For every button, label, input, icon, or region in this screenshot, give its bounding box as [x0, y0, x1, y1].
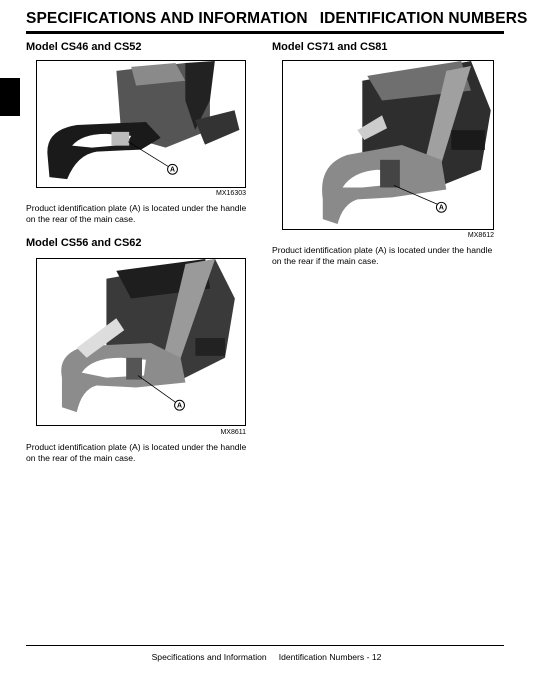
identification-plate — [111, 132, 129, 146]
figure-caption: Product identification plate (A) is located under the handle on the rear of the main case. — [26, 442, 247, 463]
figure-id: MX8611 — [220, 429, 246, 436]
footer-separator: - — [366, 652, 370, 662]
figure-caption: Product identification plate (A) is located under the handle on the rear of the main case. — [26, 203, 247, 224]
footer-title: Identification Numbers — [278, 652, 365, 662]
footer-section: Specifications and Information — [151, 652, 267, 662]
header-section: SPECIFICATIONS AND INFORMATION — [26, 10, 308, 27]
callout-label: A — [438, 204, 444, 212]
header-rule — [26, 31, 504, 34]
section-tab-marker — [0, 78, 20, 116]
chainsaw-cs71-illustration — [283, 61, 493, 229]
chainsaw-cs56-illustration — [37, 259, 245, 425]
figure-id: MX16303 — [216, 190, 246, 197]
section-heading-cs46-cs52: Model CS46 and CS52 — [26, 41, 142, 53]
page-footer — [0, 652, 533, 662]
figure-cs56-cs62 — [36, 258, 246, 426]
page-number: 12 — [371, 652, 382, 662]
callout-label: A — [177, 402, 183, 410]
section-heading-cs56-cs62: Model CS56 and CS62 — [26, 237, 142, 249]
figure-cs46-cs52 — [36, 60, 246, 188]
figure-id: MX8612 — [467, 232, 494, 239]
figure-caption: Product identification plate (A) is located under the handle on the rear if the main case. — [272, 245, 493, 266]
section-heading-cs71-cs81: Model CS71 and CS81 — [272, 41, 388, 53]
header-title: IDENTIFICATION NUMBERS — [319, 10, 528, 27]
identification-plate — [380, 160, 400, 188]
callout-label: A — [170, 166, 175, 174]
chainsaw-cs46-illustration — [37, 61, 245, 187]
footer-rule — [26, 645, 504, 646]
figure-cs71-cs81 — [282, 60, 494, 230]
page-header — [26, 10, 528, 28]
